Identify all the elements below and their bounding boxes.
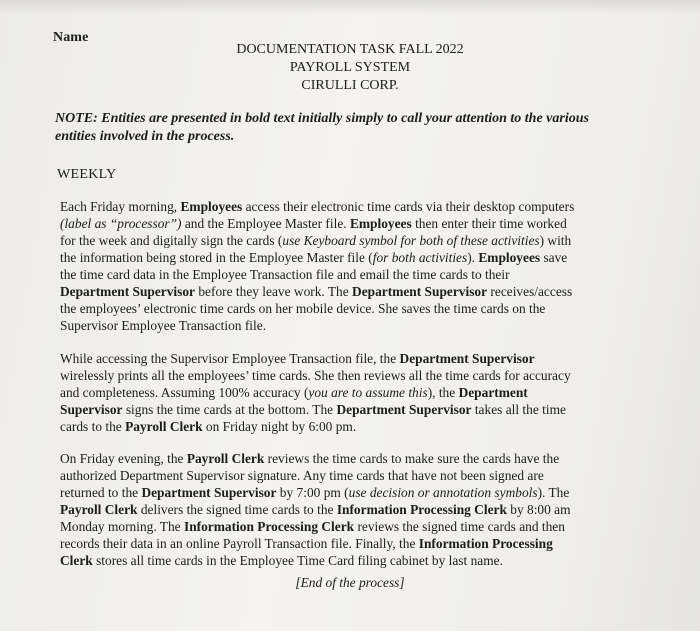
- note-line: entities involved in the process.: [55, 129, 235, 144]
- header-title: DOCUMENTATION TASK FALL 2022: [236, 42, 464, 57]
- end-of-process-marker: [End of the process]: [295, 575, 405, 590]
- section-heading: WEEKLY: [57, 167, 117, 182]
- paragraph-line: While accessing the Supervisor Employee Transaction file, the Department Supervisor: [60, 351, 535, 366]
- paragraph-line: Payroll Clerk delivers the signed time cards to the Information Processing Clerk by 8:00 am: [60, 502, 571, 517]
- page-shadow: [0, 0, 700, 14]
- paragraph-line: and completeness. Assuming 100% accuracy (you are to assume this), the Department: [60, 385, 528, 400]
- note-line: NOTE: Entities are presented in bold text initially simply to call your attention to the various: [55, 111, 589, 126]
- header-system: PAYROLL SYSTEM: [289, 60, 411, 75]
- paragraph-line: authorized Department Supervisor signature. Any time cards that have not been signed are: [60, 468, 544, 483]
- paragraph-line: Supervisor signs the time cards at the bottom. The Department Supervisor takes all the time: [60, 402, 566, 417]
- paragraph-line: Department Supervisor before they leave work. The Department Supervisor receives/access: [60, 284, 573, 299]
- paragraph-line: cards to the Payroll Clerk on Friday night by 6:00 pm.: [60, 419, 357, 434]
- paragraph-line: (label as “processor”) and the Employee Master file. Employees then enter their time worked: [60, 216, 567, 231]
- paragraph-line: the time card data in the Employee Transaction file and email the time cards to their: [60, 267, 510, 282]
- paragraph-line: for the week and digitally sign the cards (use Keyboard symbol for both of these activities) with: [60, 233, 572, 248]
- paragraph-line: the employees’ electronic time cards on her mobile device. She saves the time cards on the: [60, 301, 546, 316]
- paragraph-1: [60, 198, 630, 334]
- note-block: [55, 110, 630, 146]
- paragraph-line: the information being stored in the Employee Master file (for both activities). Employees save: [60, 250, 568, 265]
- name-label: Name: [53, 30, 89, 45]
- paragraph-line: On Friday evening, the Payroll Clerk reviews the time cards to make sure the cards have the: [60, 451, 560, 466]
- paragraph-line: Each Friday morning, Employees access their electronic time cards via their desktop computers: [60, 199, 575, 214]
- paragraph-line: Monday morning. The Information Processing Clerk reviews the signed time cards and then: [60, 519, 565, 534]
- header-company: CIRULLI CORP.: [301, 78, 399, 93]
- paragraph-line: Clerk stores all time cards in the Employee Time Card filing cabinet by last name.: [60, 553, 503, 568]
- paragraph-line: wirelessly prints all the employees’ time cards. She then reviews all the time cards for accuracy: [60, 368, 571, 383]
- document-header: [0, 41, 700, 95]
- paragraph-line: returned to the Department Supervisor by 7:00 pm (use decision or annotation symbols). The: [60, 485, 570, 500]
- paragraph-2: [60, 350, 630, 435]
- paragraph-3: [60, 450, 630, 569]
- paragraph-line: Supervisor Employee Transaction file.: [60, 318, 267, 333]
- paragraph-line: records their data in an online Payroll Transaction file. Finally, the Information Processing: [60, 536, 553, 551]
